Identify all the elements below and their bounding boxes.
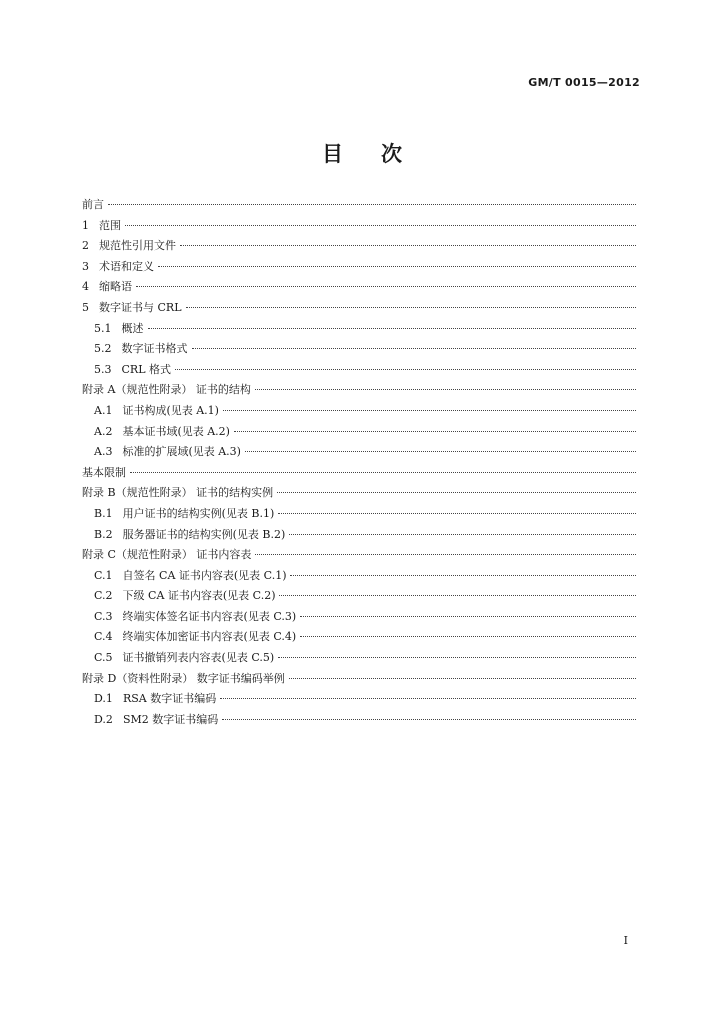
dot-leader (255, 554, 636, 555)
dot-leader (290, 575, 636, 576)
dot-leader (125, 225, 636, 226)
toc-entry-text: 数字证书格式 (121, 342, 188, 356)
toc-entry-number: C.3 (94, 609, 113, 623)
toc-entry-basic-constraints[interactable] (82, 464, 636, 485)
toc-entry-5-1[interactable] (82, 320, 636, 341)
toc-entry-number: 1 (82, 218, 89, 232)
toc-entry-text: 规范性引用文件 (99, 239, 176, 253)
dot-leader (158, 266, 636, 267)
toc-entry-text: SM2 数字证书编码 (122, 712, 219, 726)
dot-leader (175, 369, 636, 370)
toc-entry-number: A.1 (94, 403, 113, 417)
dot-leader (136, 286, 636, 287)
toc-entry-text: 术语和定义 (99, 259, 154, 273)
page-number: I (623, 934, 628, 947)
toc-entry-number: C.5 (94, 651, 113, 665)
dot-leader (278, 513, 636, 514)
toc-entry-foreword[interactable] (82, 196, 636, 217)
toc-entry-number: 2 (82, 239, 89, 253)
toc-entry-number: C.1 (94, 568, 113, 582)
page-title: 目次 (322, 142, 440, 166)
dot-leader (289, 534, 636, 535)
dot-leader (130, 472, 636, 473)
toc-entry-c-3[interactable] (82, 608, 636, 629)
standard-code: GM/T 0015—2012 (528, 76, 640, 89)
dot-leader (223, 410, 636, 411)
toc-entry-text: 概述 (121, 321, 144, 335)
toc-entry-5[interactable] (82, 299, 636, 320)
toc-entry-appendix-c[interactable] (82, 546, 636, 567)
toc-entry-text: 附录 B（规范性附录） 证书的结构实例 (82, 486, 274, 500)
toc-entry-number: B.2 (94, 527, 113, 541)
toc-entry-text: 证书构成(见表 A.1) (122, 403, 219, 417)
toc-entry-a-3[interactable] (82, 443, 636, 464)
toc-entry-text: 终端实体加密证书内容表(见表 C.4) (122, 630, 297, 644)
toc-entry-c-2[interactable] (82, 587, 636, 608)
dot-leader (234, 431, 636, 432)
toc-entry-d-2[interactable] (82, 711, 636, 732)
toc-entry-number: D.2 (94, 712, 113, 726)
toc-entry-appendix-b[interactable] (82, 484, 636, 505)
dot-leader (277, 492, 636, 493)
toc-entry-number: 5.1 (94, 321, 112, 335)
toc-entry-text: 自签名 CA 证书内容表(见表 C.1) (122, 568, 287, 582)
toc-entry-c-4[interactable] (82, 628, 636, 649)
toc-entry-text: 标准的扩展域(见表 A.3) (122, 445, 241, 459)
toc-entry-number: 5 (82, 300, 89, 314)
toc-entry-3[interactable] (82, 258, 636, 279)
dot-leader (222, 719, 636, 720)
toc-entry-number: A.3 (94, 445, 113, 459)
dot-leader (148, 328, 637, 329)
toc-entry-number: B.1 (94, 506, 113, 520)
dot-leader (108, 204, 636, 205)
dot-leader (300, 636, 636, 637)
toc-entry-text: 数字证书与 CRL (99, 300, 182, 314)
toc-entry-b-2[interactable] (82, 526, 636, 547)
toc-entry-text: 附录 C（规范性附录） 证书内容表 (82, 548, 252, 562)
toc-entry-text: 用户证书的结构实例(见表 B.1) (122, 506, 275, 520)
toc-entry-2[interactable] (82, 237, 636, 258)
table-of-contents (82, 196, 636, 731)
dot-leader (289, 678, 636, 679)
toc-entry-number: 5.2 (94, 342, 112, 356)
toc-entry-text: 服务器证书的结构实例(见表 B.2) (122, 527, 286, 541)
toc-entry-a-1[interactable] (82, 402, 636, 423)
toc-entry-text: 缩略语 (99, 280, 132, 294)
toc-entry-text: 证书撤销列表内容表(见表 C.5) (122, 651, 275, 665)
toc-entry-c-1[interactable] (82, 567, 636, 588)
toc-entry-text: CRL 格式 (121, 362, 171, 376)
toc-entry-number: C.4 (94, 630, 113, 644)
dot-leader (245, 451, 636, 452)
dot-leader (279, 595, 636, 596)
toc-entry-text: 基本证书域(见表 A.2) (122, 424, 230, 438)
toc-entry-d-1[interactable] (82, 690, 636, 711)
dot-leader (186, 307, 637, 308)
dot-leader (180, 245, 636, 246)
toc-entry-text: 前言 (82, 198, 104, 211)
toc-entry-text: 下级 CA 证书内容表(见表 C.2) (122, 589, 276, 603)
toc-entry-text: 附录 D（资料性附录） 数字证书编码举例 (82, 671, 285, 685)
toc-entry-4[interactable] (82, 278, 636, 299)
dot-leader (278, 657, 636, 658)
toc-entry-5-2[interactable] (82, 340, 636, 361)
toc-entry-text: 基本限制 (82, 465, 126, 479)
toc-entry-number: D.1 (94, 692, 113, 706)
toc-entry-number: C.2 (94, 589, 113, 603)
toc-entry-text: RSA 数字证书编码 (122, 692, 217, 706)
toc-entry-appendix-a[interactable] (82, 381, 636, 402)
toc-entry-number: 5.3 (94, 362, 112, 376)
toc-entry-text: 终端实体签名证书内容表(见表 C.3) (122, 609, 297, 623)
toc-entry-number: A.2 (94, 424, 113, 438)
toc-entry-a-2[interactable] (82, 423, 636, 444)
toc-entry-text: 附录 A（规范性附录） 证书的结构 (82, 383, 251, 397)
toc-entry-b-1[interactable] (82, 505, 636, 526)
toc-entry-number: 4 (82, 280, 89, 294)
dot-leader (192, 348, 637, 349)
toc-entry-appendix-d[interactable] (82, 670, 636, 691)
toc-entry-text: 范围 (99, 218, 121, 232)
toc-entry-c-5[interactable] (82, 649, 636, 670)
dot-leader (300, 616, 636, 617)
toc-entry-5-3[interactable] (82, 361, 636, 382)
toc-entry-1[interactable] (82, 217, 636, 238)
dot-leader (220, 698, 636, 699)
dot-leader (255, 389, 636, 390)
toc-entry-number: 3 (82, 259, 89, 273)
